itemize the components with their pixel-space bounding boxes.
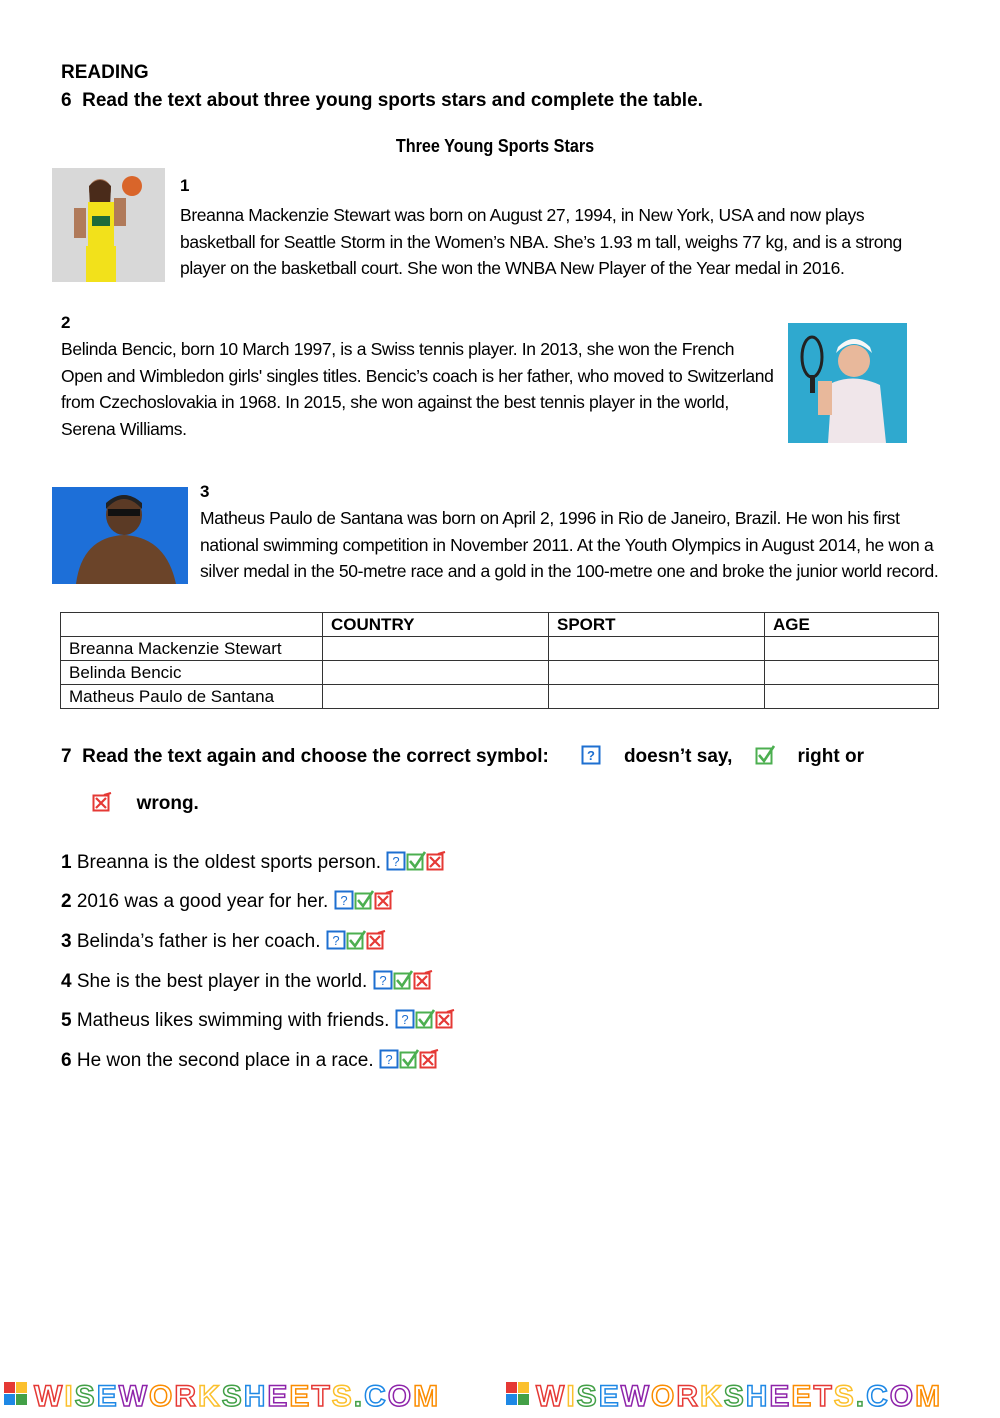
table-cell-name: Breanna Mackenzie Stewart — [61, 637, 323, 661]
wrong-option-icon[interactable] — [419, 1049, 439, 1069]
question-text: She is the best player in the world. — [76, 971, 368, 992]
doesnt-say-option-icon[interactable] — [326, 930, 346, 950]
table-cell-country[interactable] — [323, 637, 549, 661]
exercise-7-text: Read the text again and choose the correct symbol: — [82, 746, 549, 767]
watermark-text-left: WISEWORKSHEETS.COM — [34, 1380, 441, 1413]
table-cell-country[interactable] — [323, 661, 549, 685]
exercise-7-wrong-line — [92, 792, 199, 815]
question-text: Matheus likes swimming with friends. — [76, 1010, 390, 1031]
exercise-6-instruction — [61, 90, 703, 112]
table-cell-age[interactable] — [765, 637, 939, 661]
doesnt-say-option-icon[interactable] — [386, 851, 406, 871]
doesnt-say-option-icon[interactable] — [395, 1009, 415, 1029]
story-2-number: 2 — [61, 313, 71, 332]
question-text: He won the second place in a race. — [76, 1050, 374, 1071]
right-option-icon[interactable] — [406, 851, 426, 871]
right-option-icon[interactable] — [346, 930, 366, 950]
table-header-name — [61, 613, 323, 637]
table-cell-sport[interactable] — [549, 685, 765, 709]
table-cell-country[interactable] — [323, 685, 549, 709]
question-number: 3 — [61, 931, 72, 952]
table-cell-age[interactable] — [765, 685, 939, 709]
swimmer-photo — [52, 487, 188, 584]
table-cell-age[interactable] — [765, 661, 939, 685]
question-text: 2016 was a good year for her. — [76, 891, 329, 912]
wrong-option-icon[interactable] — [435, 1009, 455, 1029]
doesnt-say-option-icon[interactable] — [373, 970, 393, 990]
question-number: 6 — [61, 1050, 72, 1071]
doesnt-say-option-icon[interactable] — [334, 890, 354, 910]
question-2 — [61, 890, 394, 913]
watermark-logo-right — [506, 1382, 529, 1405]
question-4 — [61, 970, 433, 993]
table-header-age: AGE — [765, 613, 939, 637]
story-title: Three Young Sports Stars — [395, 136, 595, 156]
story-1-text: Breanna Mackenzie Stewart was born on August 27, 1994, in New York, USA and now plays basketball for Seattle Storm in the Women’s NBA. She’s 1.93 m tall, weighs 77 kg, and is a strong player on the basketball court. She won the WNBA New Player of the Year medal in 2016. — [180, 205, 902, 278]
right-option-icon[interactable] — [415, 1009, 435, 1029]
exercise-7-number: 7 — [61, 746, 72, 767]
table-row — [61, 661, 939, 685]
right-option-icon[interactable] — [399, 1049, 419, 1069]
wrong-label: wrong. — [136, 793, 199, 814]
exercise-6-number: 6 — [61, 90, 72, 111]
question-6 — [61, 1049, 439, 1072]
wrong-option-icon[interactable] — [413, 970, 433, 990]
question-1 — [61, 851, 446, 874]
section-heading: READING — [61, 62, 149, 83]
question-5 — [61, 1009, 455, 1032]
doesnt-say-option-icon[interactable] — [379, 1049, 399, 1069]
table-row — [61, 637, 939, 661]
table-cell-sport[interactable] — [549, 661, 765, 685]
wrong-option-icon[interactable] — [366, 930, 386, 950]
story-2-text: Belinda Bencic, born 10 March 1997, is a Swiss tennis player. In 2013, she won the French Open and Wimbledon girls' singles titles. Bencic’s coach is her father, who moved to Switzerland from Czechoslovakia in 1968. In 2015, she won against the best tennis player in the world, Serena Williams. — [61, 339, 774, 439]
watermark-text-right: WISEWORKSHEETS.COM — [536, 1380, 943, 1413]
basketball-player-photo — [52, 168, 165, 282]
watermark-logo-left — [4, 1382, 27, 1405]
table-row — [61, 685, 939, 709]
cross-icon — [92, 792, 112, 812]
wrong-option-icon[interactable] — [426, 851, 446, 871]
question-number: 4 — [61, 971, 72, 992]
story-3-text: Matheus Paulo de Santana was born on April 2, 1996 in Rio de Janeiro, Brazil. He won his first national swimming competition in November 2011. At the Youth Olympics in August 2014, he won a silver medal in the 50-metre race and a gold in the 100-metre one and broke the junior world record. — [200, 508, 939, 581]
doesnt-say-label: doesn’t say, — [623, 746, 733, 767]
sports-stars-table — [60, 612, 939, 709]
story-1-number: 1 — [180, 176, 190, 195]
right-option-icon[interactable] — [393, 970, 413, 990]
exercise-7-instruction — [61, 745, 864, 768]
story-3-number: 3 — [200, 482, 210, 501]
question-3 — [61, 930, 386, 953]
question-number: 5 — [61, 1010, 72, 1031]
tennis-player-photo — [788, 323, 907, 443]
question-number: 2 — [61, 891, 72, 912]
question-text: Breanna is the oldest sports person. — [76, 852, 382, 873]
wiseworksheets-watermark — [0, 1376, 1000, 1413]
question-text: Belinda’s father is her coach. — [76, 931, 321, 952]
exercise-6-text: Read the text about three young sports stars and complete the table. — [82, 90, 703, 111]
checkmark-icon — [755, 745, 775, 765]
right-option-icon[interactable] — [354, 890, 374, 910]
table-header-row — [61, 613, 939, 637]
table-cell-name: Belinda Bencic — [61, 661, 323, 685]
question-mark-icon — [581, 745, 601, 765]
table-header-country: COUNTRY — [323, 613, 549, 637]
table-header-sport: SPORT — [549, 613, 765, 637]
question-number: 1 — [61, 852, 72, 873]
table-cell-sport[interactable] — [549, 637, 765, 661]
table-cell-name: Matheus Paulo de Santana — [61, 685, 323, 709]
wrong-option-icon[interactable] — [374, 890, 394, 910]
right-label: right or — [797, 746, 864, 767]
